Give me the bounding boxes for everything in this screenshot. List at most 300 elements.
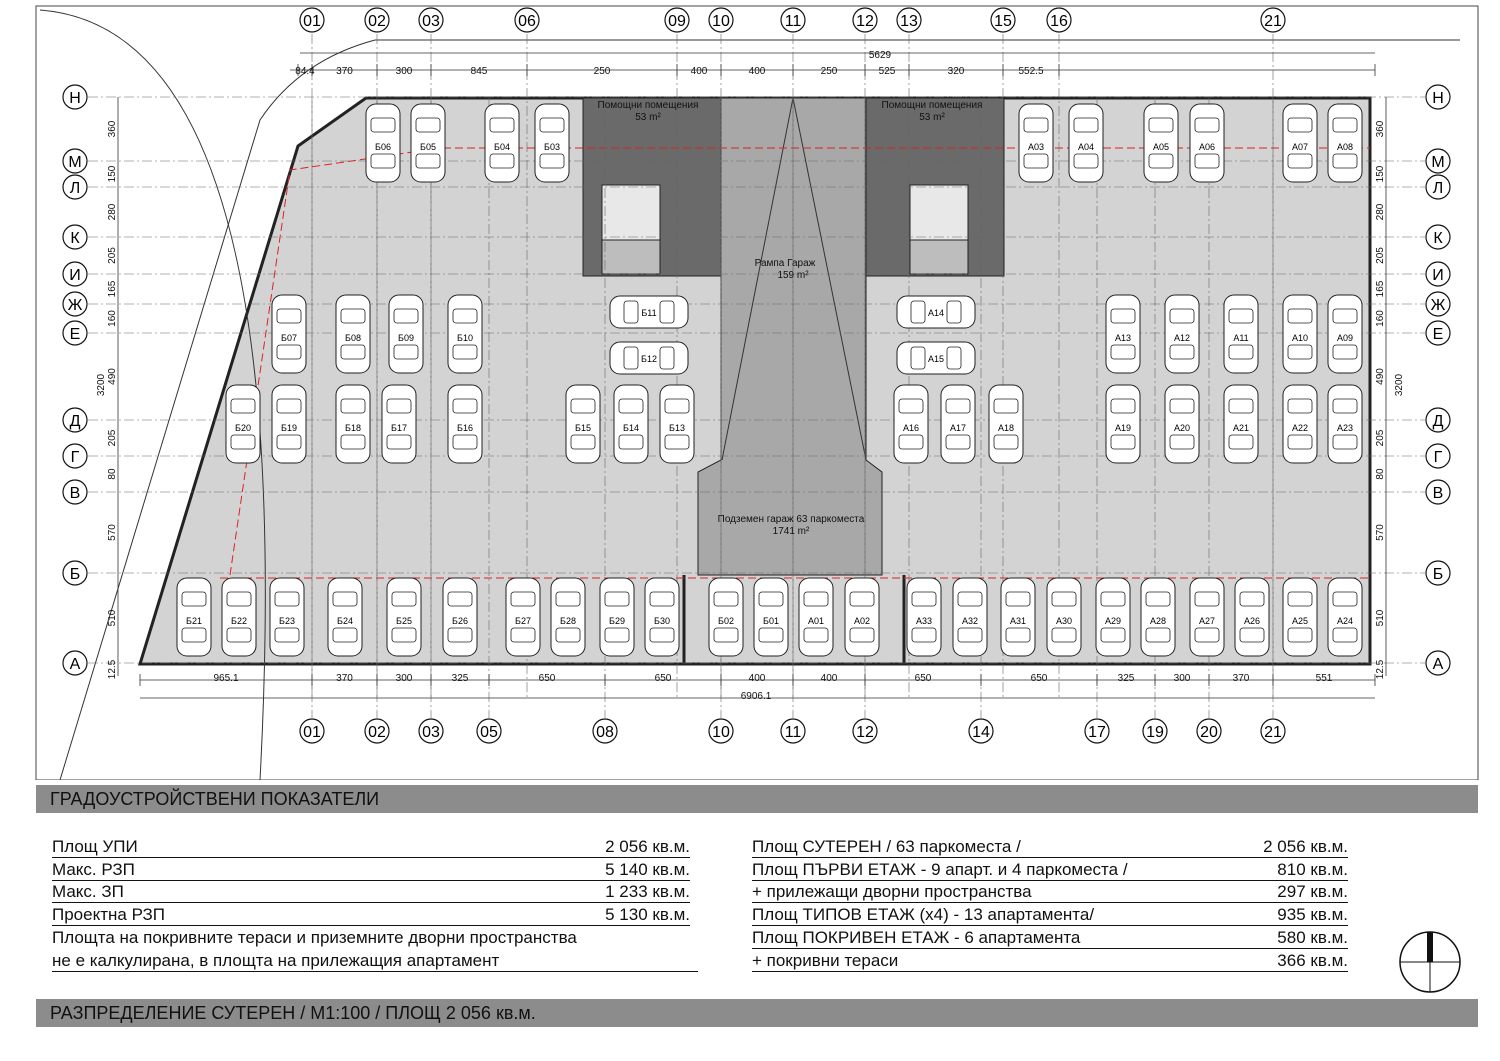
parking-spot-label: Б18 [345,423,361,433]
parking-spot-Б10 [448,295,482,373]
parking-spot-Б30 [645,578,679,656]
axis-bottom-08 [593,719,617,743]
parking-spot-Б15 [566,385,600,463]
axis-right-3-label: К [1433,230,1443,247]
parking-spot-label: Б26 [452,616,468,626]
axis-left-11-label: А [69,656,81,673]
parking-spot-Б07 [272,295,306,373]
parking-spot-Б16 [448,385,482,463]
parking-spot-label: Б27 [515,616,531,626]
right-table-row [752,927,1348,949]
service-room-right-area: 53 m² [919,112,945,123]
left-table-row-value: 5 130 кв.м. [605,905,690,925]
garage-title: Подземен гараж 63 паркоместа [717,514,865,525]
parking-spot-А06 [1190,104,1224,182]
axis-top-06-label: 06 [518,13,536,30]
axis-top-01 [300,8,324,32]
axis-left-2 [63,175,87,199]
footer-plan-title: РАЗПРЕДЕЛЕНИЕ СУТЕРЕН / М1:100 / ПЛОЩ 2 056 кв.м. [36,999,1478,1027]
axis-top-12 [853,8,877,32]
parking-spot-label: А02 [853,616,871,626]
dim-right-9: 570 [1375,524,1386,541]
parking-spot-Б14 [614,385,648,463]
axis-right-5 [1426,292,1450,316]
parking-spot-label: А32 [961,616,979,626]
dim-right-8: 80 [1375,468,1386,480]
parking-spot-А22 [1283,385,1317,463]
parking-spot-label: А10 [1291,333,1309,343]
axis-bottom-05 [477,719,501,743]
parking-spot-label: А19 [1114,423,1132,433]
parking-spot-Б19 [272,385,306,463]
axis-bottom-02-label: 02 [368,724,386,741]
right-table-row-value: 935 кв.м. [1277,905,1348,925]
dim-bottom-0: 965.1 [213,673,239,684]
parking-spot-Б11 [610,296,688,328]
axis-bottom-20 [1197,719,1221,743]
axis-right-11 [1426,651,1450,675]
dim-right-4: 165 [1375,280,1386,298]
parking-spot-label: Б19 [281,423,297,433]
parking-spot-label: Б16 [457,423,473,433]
service-room-right-title: Помощни помещения [881,100,983,111]
axis-right-11-label: А [1432,656,1444,673]
parking-spot-label: А12 [1173,333,1191,343]
parking-spot-label: Б17 [391,423,407,433]
parking-spot-label: Б13 [669,423,685,433]
dim-right-total: 3200 [1394,373,1405,397]
left-table-row-value: 5 140 кв.м. [605,859,690,879]
axis-right-10-label: Б [1432,566,1444,583]
axis-right-4 [1426,262,1450,286]
ramp-title: Рампа Гараж [754,258,816,269]
parking-spot-label: А20 [1173,423,1191,433]
parking-spot-label: Б30 [654,616,670,626]
parking-spot-label: А11 [1233,333,1249,343]
axis-left-4-label: И [69,267,81,284]
axis-right-9-label: В [1432,485,1444,502]
dim-top-2: 300 [395,66,413,77]
axis-right-0 [1426,85,1450,109]
ramp-area: 159 m² [777,270,809,281]
parking-spot-label: А22 [1291,423,1309,433]
axis-left-0-label: Н [69,90,81,107]
axis-bottom-01-label: 01 [303,724,321,741]
axis-top-15 [991,8,1015,32]
parking-spot-А01 [799,578,833,656]
axis-top-12-label: 12 [856,13,874,30]
axis-left-5 [63,292,87,316]
dim-right-1: 150 [1375,165,1386,183]
dim-top-6: 400 [748,66,766,77]
dim-top-9: 320 [947,66,965,77]
axis-left-10-label: Б [69,566,81,583]
parking-spot-label: А16 [902,423,920,433]
dim-left-1: 150 [107,165,118,183]
dim-top-3: 845 [470,66,488,77]
parking-spot-label: А01 [807,616,825,626]
parking-spot-label: А14 [927,308,945,318]
service-room-left-area: 53 m² [635,112,661,123]
dim-left-9: 570 [107,524,118,541]
parking-spot-Б01 [754,578,788,656]
dim-right-2: 280 [1375,203,1386,221]
parking-spot-label: А28 [1149,616,1167,626]
axis-left-3-label: К [70,230,80,247]
section-title-urban-indicators: ГРАДОУСТРОЙСТВЕНИ ПОКАЗАТЕЛИ [36,785,1478,813]
left-table-row [52,881,690,903]
parking-spot-label: А07 [1291,142,1309,152]
dim-left-11: 12.5 [107,659,118,680]
axis-bottom-01 [300,719,324,743]
parking-spot-label: Б15 [575,423,591,433]
axis-right-2 [1426,175,1450,199]
parking-spot-label: А06 [1198,142,1216,152]
dim-top-7: 250 [820,66,838,77]
axis-left-5-label: Ж [67,297,83,314]
parking-spot-label: А23 [1336,423,1354,433]
axis-left-0 [63,85,87,109]
left-table-row-label: Проектна РЗП [52,905,166,925]
parking-spot-label: А04 [1077,142,1095,152]
parking-spot-label: А09 [1336,333,1354,343]
parking-spot-А03 [1019,104,1053,182]
right-areas-table [752,836,1348,976]
axis-bottom-21 [1261,719,1285,743]
parking-spot-А32 [953,578,987,656]
parking-spot-Б05 [411,104,445,182]
axis-bottom-08-label: 08 [596,724,614,741]
parking-spot-А30 [1047,578,1081,656]
dim-top-1: 370 [336,66,353,77]
dim-bottom-total: 6906.1 [740,691,772,702]
axis-bottom-14 [969,719,993,743]
parking-spot-label: А08 [1336,142,1354,152]
parking-spot-Б18 [336,385,370,463]
axis-top-09-label: 09 [668,13,686,30]
axis-bottom-03 [419,719,443,743]
dim-left-3: 205 [107,247,118,264]
right-table-row-value: 2 056 кв.м. [1263,837,1348,856]
dim-top-0: 84.4 [295,66,315,77]
axis-right-6 [1426,321,1450,345]
axis-right-10 [1426,561,1450,585]
dim-left-total: 3200 [96,373,107,397]
parking-spot-А04 [1069,104,1103,182]
parking-spot-label: А05 [1152,142,1170,152]
parking-spot-label: Б10 [457,333,473,343]
parking-spot-label: Б23 [279,616,295,626]
axis-left-8 [63,444,87,468]
parking-spot-label: А21 [1232,423,1250,433]
axis-left-4 [63,262,87,286]
parking-spot-label: Б11 [641,308,657,318]
axis-bottom-21-label: 21 [1264,724,1282,741]
parking-spot-А05 [1144,104,1178,182]
right-table-row-label: Площ СУТЕРЕН / 63 паркоместа / [752,837,1021,856]
axis-bottom-12 [853,719,877,743]
dim-bottom-3: 325 [451,673,469,684]
axis-top-02-label: 02 [368,13,386,30]
parking-spot-label: Б01 [763,616,779,626]
axis-top-13-label: 13 [900,13,918,30]
axis-right-0-label: Н [1432,90,1444,107]
dim-top-4: 250 [593,66,611,77]
axis-left-6 [63,321,87,345]
axis-bottom-14-label: 14 [972,724,990,741]
parking-spot-А25 [1283,578,1317,656]
axis-top-06 [515,8,539,32]
parking-spot-А12 [1165,295,1199,373]
parking-spot-А33 [907,578,941,656]
parking-spot-label: Б12 [641,354,657,364]
dim-bottom-7: 400 [820,673,838,684]
garage-area: 1741 m² [772,526,810,537]
parking-spot-label: Б03 [544,142,560,152]
axis-bottom-10-label: 10 [712,724,730,741]
axis-left-1 [63,149,87,173]
parking-spot-Б02 [709,578,743,656]
parking-spot-Б03 [535,104,569,182]
axis-right-7 [1426,408,1450,432]
left-table-note-1: Площта на покривните тераси и приземните дворни пространства [52,927,577,947]
parking-spot-label: Б21 [186,616,202,626]
parking-spot-label: Б20 [235,423,251,433]
parking-spot-label: Б06 [375,142,391,152]
parking-spot-Б20 [226,385,260,463]
dim-bottom-1: 370 [336,673,353,684]
dim-right-5: 160 [1375,310,1386,327]
parking-spot-Б21 [177,578,211,656]
parking-spot-label: Б04 [494,142,510,152]
parking-spot-А27 [1190,578,1224,656]
axis-right-9 [1426,480,1450,504]
dim-bottom-10: 325 [1117,673,1135,684]
parking-spot-А21 [1224,385,1258,463]
axis-bottom-19-label: 19 [1146,724,1164,741]
dim-left-8: 80 [107,468,118,480]
dim-bottom-2: 300 [395,673,413,684]
axis-bottom-05-label: 05 [480,724,498,741]
parking-spot-label: Б09 [398,333,414,343]
parking-spot-label: А31 [1009,616,1027,626]
parking-spot-А02 [845,578,879,656]
axis-bottom-02 [365,719,389,743]
parking-spot-label: Б28 [560,616,576,626]
parking-spot-А29 [1096,578,1130,656]
right-table-row [752,950,1348,972]
garage-ramp [698,98,882,575]
parking-spot-Б08 [336,295,370,373]
parking-spot-label: Б24 [337,616,353,626]
north-arrow-icon [1398,930,1462,994]
parking-spot-А15 [897,342,975,374]
axis-bottom-11 [781,719,805,743]
axis-top-02 [365,8,389,32]
axis-left-2-label: Л [69,180,81,197]
parking-spot-label: А27 [1198,616,1216,626]
parking-spot-А07 [1283,104,1317,182]
parking-spot-А10 [1283,295,1317,373]
axis-left-6-label: Е [69,326,81,343]
axis-top-10-label: 10 [712,13,730,30]
right-table-row-value: 366 кв.м. [1277,950,1348,970]
parking-spot-label: А29 [1104,616,1122,626]
parking-spot-А13 [1106,295,1140,373]
left-table-row-label: Площ УПИ [52,837,138,856]
parking-spot-label: Б29 [609,616,625,626]
service-room-left-title: Помощни помещения [597,100,699,111]
left-table-note-2: не е калкулирана, в площта на прилежащия апартамент [52,950,690,972]
dim-top-total: 5629 [868,50,892,61]
parking-spot-label: А30 [1055,616,1073,626]
dim-left-5: 160 [107,310,118,327]
right-table-row-label: + покривни тераси [752,950,899,970]
axis-right-2-label: Л [1432,180,1444,197]
axis-top-16-label: 16 [1050,13,1068,30]
parking-spot-label: А33 [915,616,933,626]
dim-bottom-11: 300 [1173,673,1191,684]
left-table-row [52,836,690,858]
parking-spot-Б28 [551,578,585,656]
dim-right-7: 205 [1375,429,1386,447]
axis-right-1-label: М [1431,154,1445,171]
left-table-row [52,859,690,881]
dim-bottom-13: 551 [1315,673,1333,684]
dim-bottom-5: 650 [654,673,672,684]
parking-spot-Б23 [270,578,304,656]
right-table-row-label: Площ ПОКРИВЕН ЕТАЖ - 6 апартамента [752,927,1081,947]
parking-spot-label: Б25 [396,616,412,626]
dim-bottom-12: 370 [1232,673,1250,684]
dim-right-6: 490 [1375,368,1386,385]
parking-spot-А28 [1141,578,1175,656]
dim-bottom-9: 650 [1030,673,1048,684]
parking-spot-Б09 [389,295,423,373]
right-table-row [752,836,1348,858]
parking-spot-label: А18 [997,423,1015,433]
axis-bottom-12-label: 12 [856,724,874,741]
parking-spot-А31 [1001,578,1035,656]
dim-left-7: 205 [107,429,118,447]
right-table-row-value: 297 кв.м. [1277,882,1348,902]
dim-right-11: 12.5 [1375,659,1386,680]
axis-bottom-11-label: 11 [784,724,802,741]
axis-right-7-label: Д [1432,413,1444,430]
parking-spot-label: А24 [1336,616,1354,626]
left-table-row-label: Макс. ЗП [52,882,124,902]
parking-spot-Б22 [222,578,256,656]
parking-spot-label: А26 [1243,616,1261,626]
axis-top-21-label: 21 [1264,13,1282,30]
parking-spot-А08 [1328,104,1362,182]
axis-right-6-label: Е [1432,326,1444,343]
parking-spot-label: Б14 [623,423,639,433]
left-table-row-label: Макс. РЗП [52,859,135,879]
axis-top-11-label: 11 [784,13,802,30]
parking-spot-А17 [941,385,975,463]
axis-left-9-label: В [69,485,81,502]
axis-left-1-label: М [68,154,82,171]
axis-top-21 [1261,8,1285,32]
axis-left-8-label: Г [70,449,80,466]
axis-left-11 [63,651,87,675]
axis-bottom-03-label: 03 [422,724,440,741]
dim-top-10: 552.5 [1018,66,1044,77]
dim-top-5: 400 [690,66,708,77]
axis-top-01-label: 01 [303,13,321,30]
parking-spot-label: Б22 [231,616,247,626]
parking-spot-Б24 [328,578,362,656]
right-table-row [752,904,1348,926]
dim-left-10: 510 [107,609,118,627]
axis-right-8-label: Г [1433,449,1443,466]
parking-spot-Б29 [600,578,634,656]
axis-left-9 [63,480,87,504]
right-table-row-label: Площ ТИПОВ ЕТАЖ (х4) - 13 апартамента/ [752,905,1095,925]
parking-spot-Б17 [382,385,416,463]
axis-left-10 [63,561,87,585]
dim-bottom-8: 650 [914,673,932,684]
parking-spot-Б13 [660,385,694,463]
axis-top-10 [709,8,733,32]
parking-spot-label: Б05 [420,142,436,152]
axis-left-7-label: Д [69,413,81,430]
right-table-row [752,881,1348,903]
left-table-row [52,904,690,926]
parking-spot-Б04 [485,104,519,182]
axis-bottom-20-label: 20 [1200,724,1218,741]
right-table-row-label: Площ ПЪРВИ ЕТАЖ - 9 апарт. и 4 паркоместа / [752,859,1128,879]
dim-left-2: 280 [107,203,118,221]
axis-top-15-label: 15 [994,13,1012,30]
right-table-row [752,859,1348,881]
parking-spot-Б06 [366,104,400,182]
axis-bottom-10 [709,719,733,743]
parking-spot-А09 [1328,295,1362,373]
axis-right-4-label: И [1432,267,1444,284]
axis-top-16 [1047,8,1071,32]
parking-spot-А20 [1165,385,1199,463]
right-table-row-value: 580 кв.м. [1277,927,1348,947]
parking-spot-label: А13 [1114,333,1132,343]
left-table-row-value: 2 056 кв.м. [605,837,690,856]
axis-left-3 [63,225,87,249]
dim-left-0: 360 [107,120,118,138]
parking-spot-Б27 [506,578,540,656]
parking-spot-Б25 [387,578,421,656]
dim-bottom-6: 400 [748,673,766,684]
dim-left-4: 165 [107,280,118,298]
axis-right-1 [1426,149,1450,173]
dim-bottom-4: 650 [538,673,556,684]
axis-top-03 [419,8,443,32]
right-table-row-value: 810 кв.м. [1277,859,1348,879]
axis-bottom-19 [1143,719,1167,743]
axis-right-3 [1426,225,1450,249]
parking-spot-label: Б02 [718,616,734,626]
dim-left-6: 490 [107,368,118,385]
dim-top-8: 525 [878,66,896,77]
parking-spot-А19 [1106,385,1140,463]
left-table-row-value: 1 233 кв.м. [605,882,690,902]
axis-top-03-label: 03 [422,13,440,30]
axis-top-13 [897,8,921,32]
dim-right-10: 510 [1375,609,1386,627]
parking-spot-А24 [1328,578,1362,656]
parking-spot-А26 [1235,578,1269,656]
parking-spot-А16 [894,385,928,463]
